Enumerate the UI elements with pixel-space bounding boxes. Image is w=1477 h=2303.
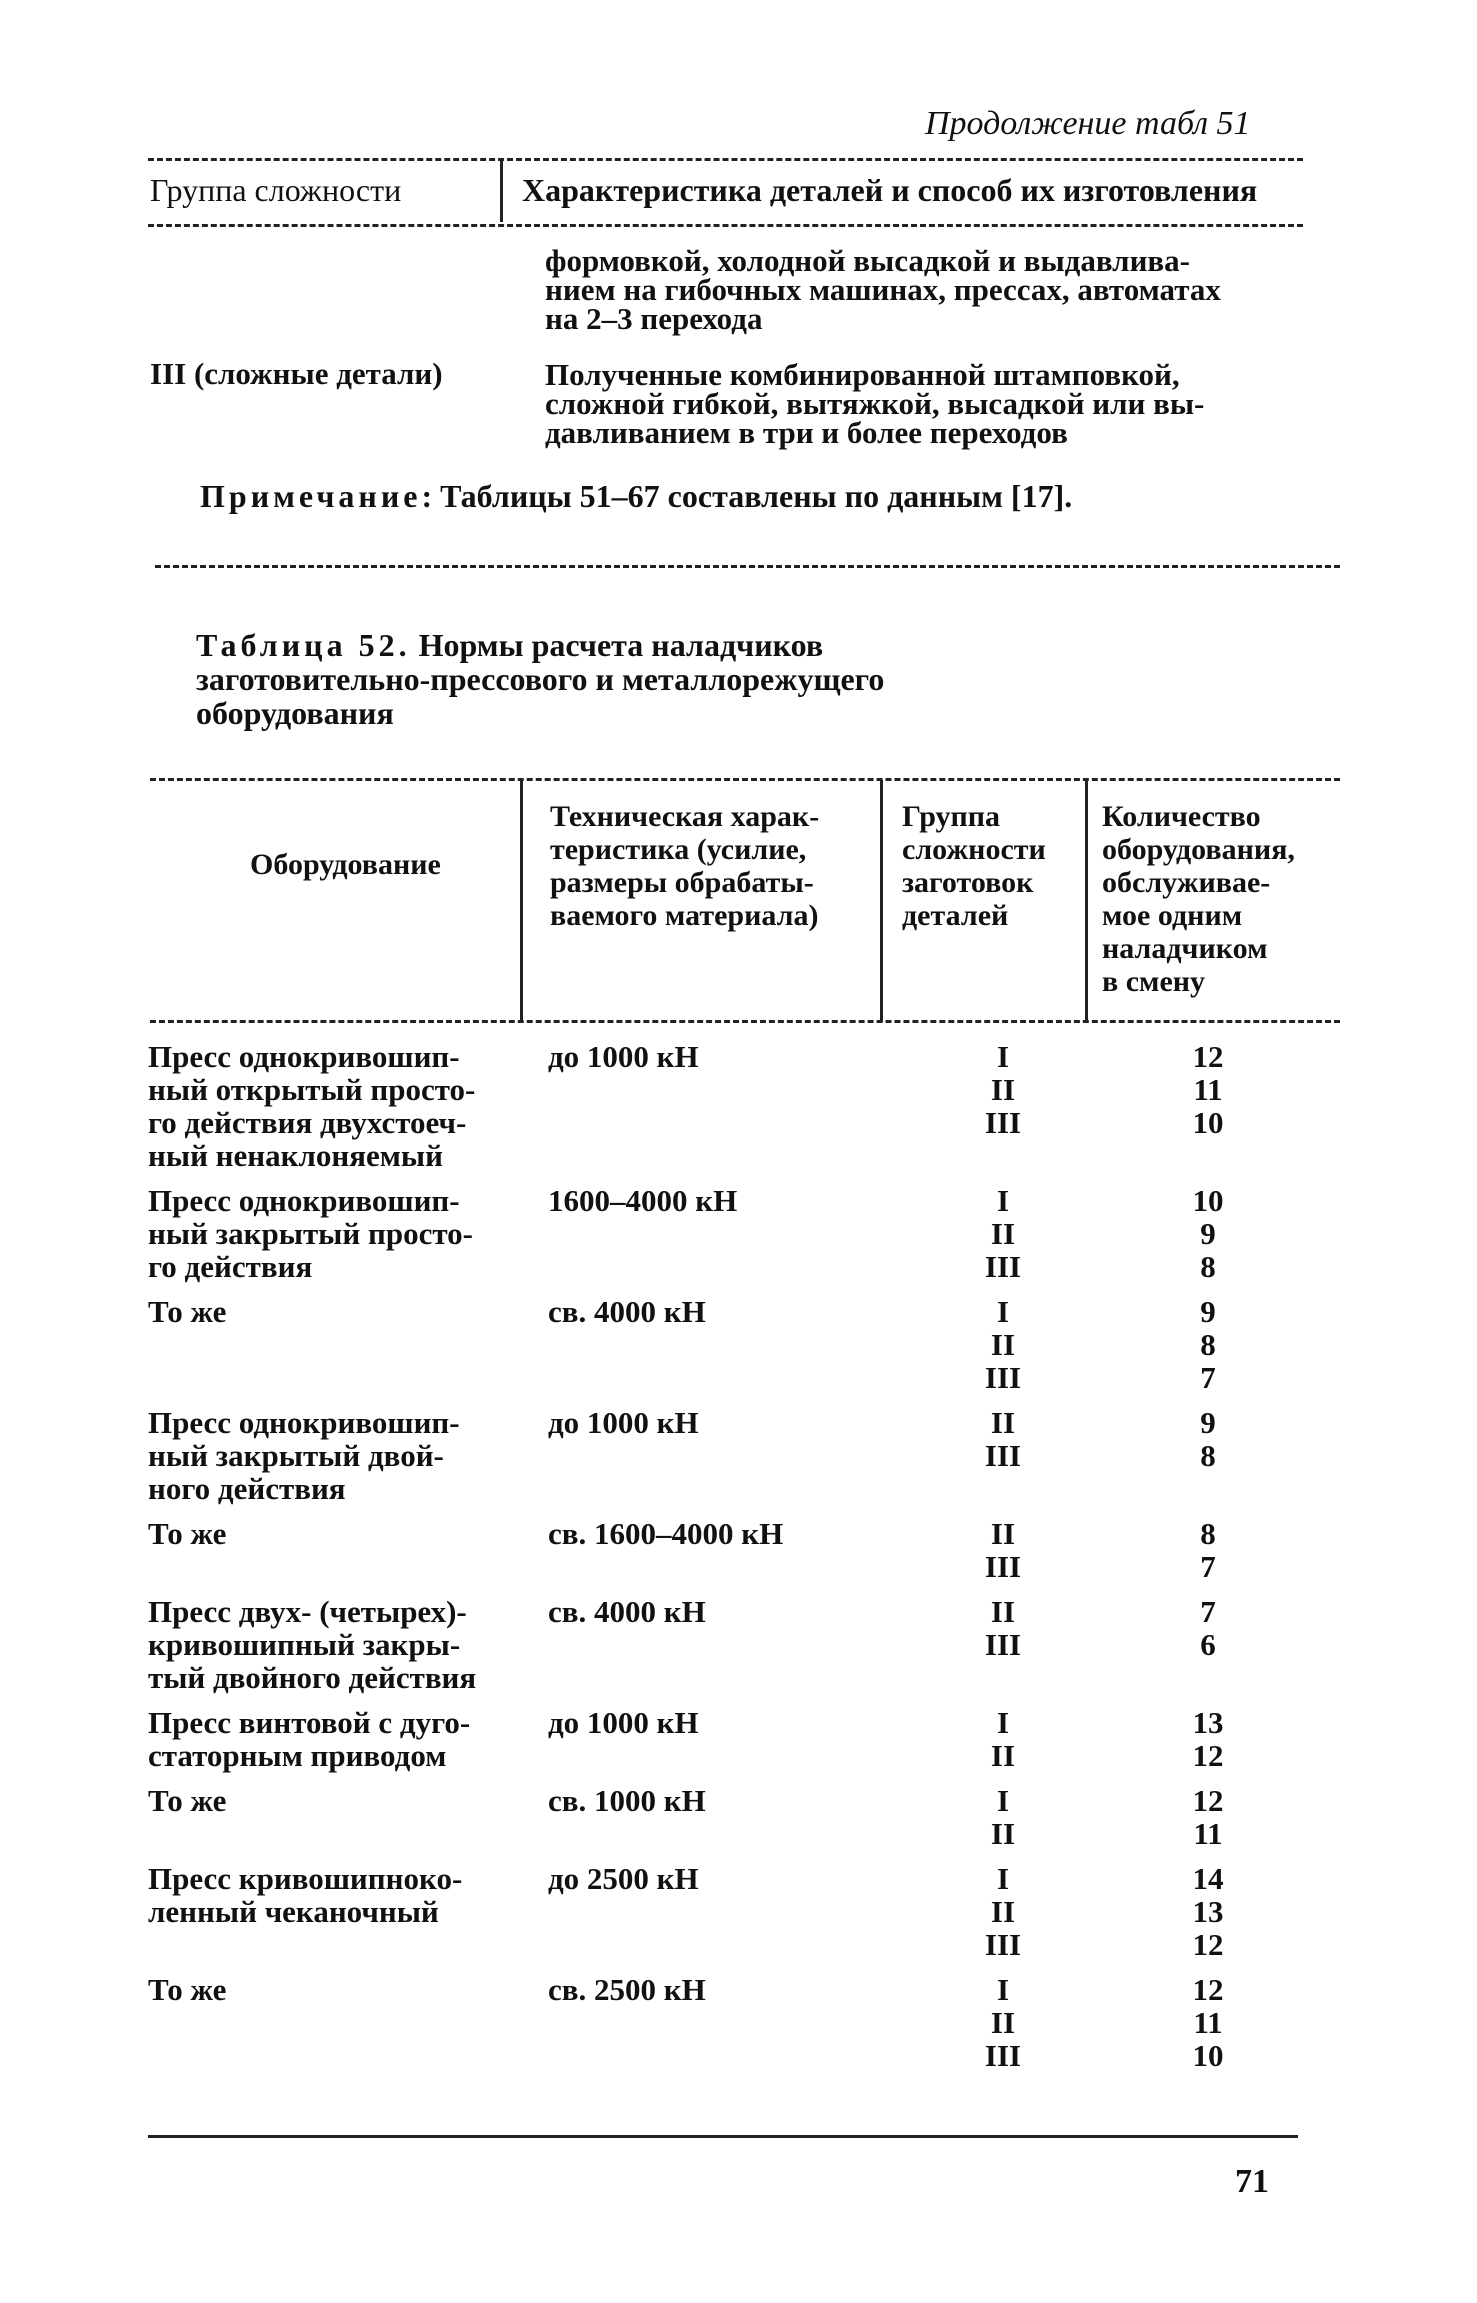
spec-cell: св. 2500 кН	[548, 1972, 706, 2007]
qty-cell: 12 11 10	[1192, 1039, 1224, 1140]
table52-body	[148, 1040, 1338, 2084]
spec-cell: св. 1600–4000 кН	[548, 1516, 784, 1551]
table51-note	[200, 478, 1072, 515]
table-row	[148, 1973, 1338, 2072]
equipment-cell: То же	[148, 1783, 227, 1818]
qty-cell: 7 6	[1200, 1594, 1216, 1662]
group-cell: II III	[984, 1594, 1022, 1662]
table-row	[148, 1517, 1338, 1583]
equipment-cell: Пресс винтовой с дуго- статорным приводом	[148, 1705, 471, 1773]
spec-cell: до 1000 кН	[548, 1039, 699, 1074]
table-row	[148, 1595, 1338, 1694]
table-row	[148, 1406, 1338, 1505]
spec-cell: до 1000 кН	[548, 1705, 699, 1740]
table52-divider-1	[520, 780, 523, 1022]
equipment-cell: Пресс кривошипноко- ленный чеканочный	[148, 1861, 463, 1929]
col-header-equipment: Оборудование	[250, 848, 441, 881]
table-row	[148, 1295, 1338, 1394]
table52-bottom-rule	[148, 2135, 1298, 2138]
spec-cell: св. 4000 кН	[548, 1594, 706, 1629]
spec-cell: до 2500 кН	[548, 1861, 699, 1896]
table52-header-rule	[150, 1020, 1340, 1023]
qty-cell: 10 9 8	[1192, 1183, 1224, 1284]
qty-cell: 8 7	[1200, 1516, 1216, 1584]
col-header-group: Группа сложности заготовок деталей	[902, 800, 1046, 932]
spec-cell: св. 4000 кН	[548, 1294, 706, 1329]
spec-cell: св. 1000 кН	[548, 1783, 706, 1818]
table51-row1-text: формовкой, холодной высадкой и выдавлива- нием на гибочных машинах, прессах, автоматах на 2–3 перехода	[545, 243, 1221, 336]
qty-cell: 9 8	[1200, 1405, 1216, 1473]
table52-top-rule	[150, 778, 1340, 781]
group-cell: II III	[984, 1405, 1022, 1473]
spec-cell: до 1000 кН	[548, 1405, 699, 1440]
note-label: Примечание	[200, 478, 422, 514]
table52-divider-3	[1085, 780, 1088, 1022]
equipment-cell: Пресс однокривошип- ный открытый просто- го действия двухстоеч- ный ненаклоняемый	[148, 1039, 476, 1173]
spec-cell: 1600–4000 кН	[548, 1183, 738, 1218]
equipment-cell: То же	[148, 1294, 227, 1329]
group-cell: I II III	[984, 1972, 1022, 2073]
group-cell: I II III	[984, 1039, 1022, 1140]
table52-caption: Таблица 52. Нормы расчета наладчиков заготовительно-прессового и металлорежущего оборудования	[196, 627, 885, 731]
table51-header-text: Характеристика деталей и способ их изготовления	[522, 172, 1258, 208]
group-cell: I II III	[984, 1183, 1022, 1284]
page-number: 71	[1235, 2163, 1269, 2200]
table51-top-rule	[148, 158, 1303, 161]
continuation-header: Продолжение табл 51	[925, 105, 1251, 142]
table51-header-rule	[148, 224, 1303, 227]
table-row	[148, 1784, 1338, 1850]
qty-cell: 12 11 10	[1192, 1972, 1224, 2073]
table-row	[148, 1706, 1338, 1772]
group-cell: I II	[990, 1783, 1016, 1851]
section-separator	[155, 565, 1340, 568]
table-row	[148, 1862, 1338, 1961]
table-row	[148, 1184, 1338, 1283]
qty-cell: 14 13 12	[1192, 1861, 1224, 1962]
qty-cell: 13 12	[1192, 1705, 1224, 1773]
equipment-cell: Пресс двух- (четырех)- кривошипный закры- тый двойного действия	[148, 1594, 477, 1695]
equipment-cell: То же	[148, 1516, 227, 1551]
table52-caption-label: Таблица 52.	[196, 627, 411, 663]
note-text: : Таблицы 51–67 составлены по данным [17].	[421, 478, 1073, 514]
table51-header-group: Группа сложности	[150, 172, 402, 208]
group-cell: II III	[984, 1516, 1022, 1584]
table51-row2-group: III (сложные детали)	[150, 356, 443, 391]
table51-column-divider	[500, 160, 503, 222]
table51-row2-text: Полученные комбинированной штамповкой, сложной гибкой, вытяжкой, высадкой или вы- давливанием в три и более переходов	[545, 357, 1205, 450]
group-cell: I II	[990, 1705, 1016, 1773]
equipment-cell: Пресс однокривошип- ный закрытый двой- ного действия	[148, 1405, 460, 1506]
col-header-qty: Количество оборудования, обслуживае- мое одним наладчиком в смену	[1102, 800, 1295, 998]
qty-cell: 9 8 7	[1200, 1294, 1216, 1395]
qty-cell: 12 11	[1192, 1783, 1224, 1851]
table52-divider-2	[880, 780, 883, 1022]
col-header-spec: Техническая харак- теристика (усилие, размеры обрабаты- ваемого материала)	[550, 800, 820, 932]
group-cell: I II III	[984, 1294, 1022, 1395]
group-cell: I II III	[984, 1861, 1022, 1962]
table-row	[148, 1040, 1338, 1172]
equipment-cell: Пресс однокривошип- ный закрытый просто- го действия	[148, 1183, 473, 1284]
equipment-cell: То же	[148, 1972, 227, 2007]
